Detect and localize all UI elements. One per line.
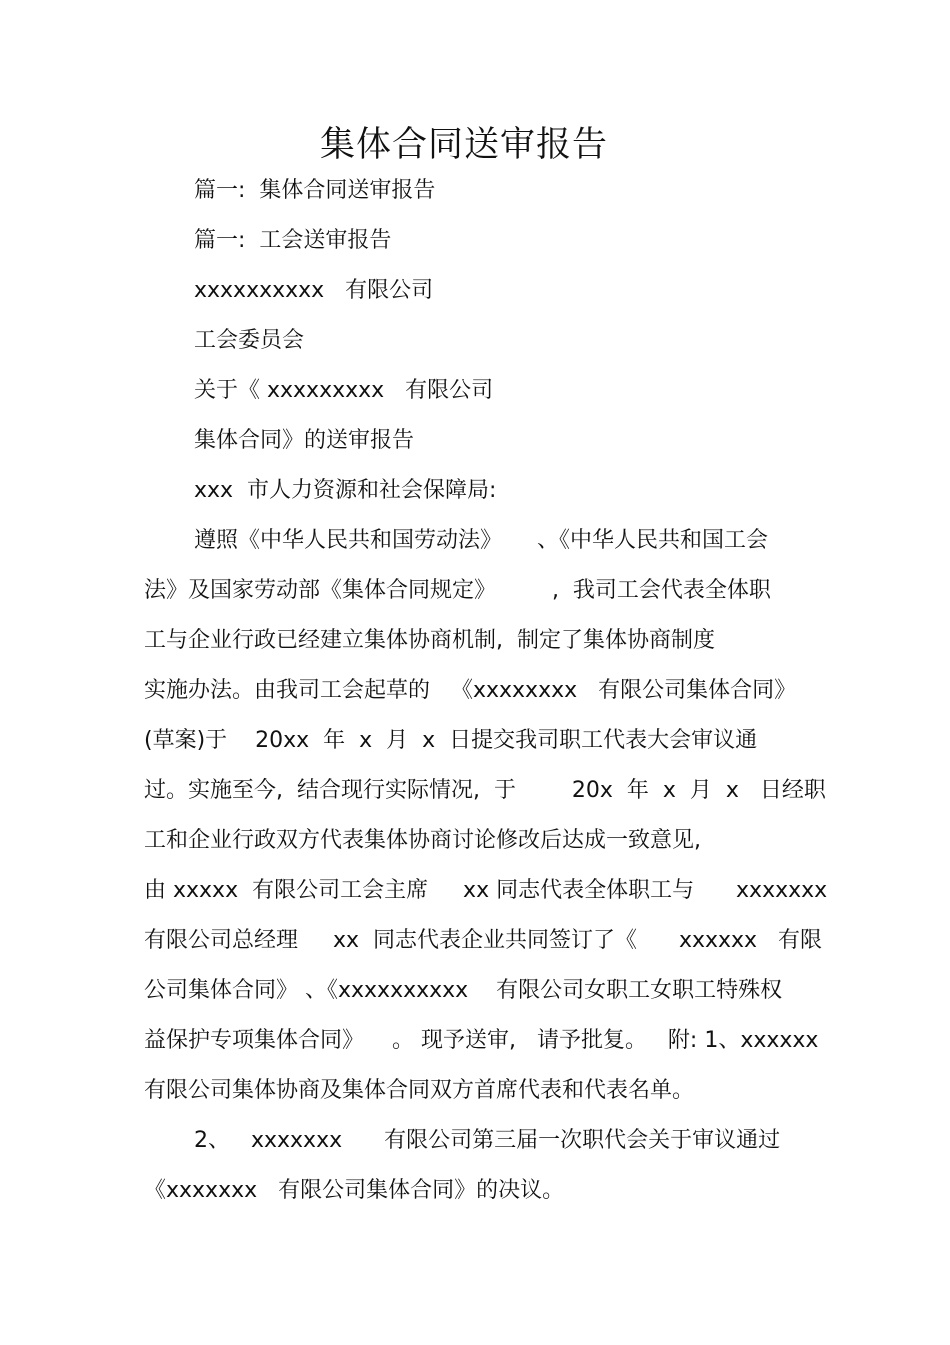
body-line-10: 公司集体合同》 、《xxxxxxxxxx 有限公司女职工女职工特殊权: [144, 978, 783, 1003]
body-line-8: 由 xxxxx 有限公司工会主席 xx 同志代表全体职工与 xxxxxxx: [144, 878, 828, 903]
subject-line-1: 关于《 xxxxxxxxx 有限公司: [194, 378, 494, 403]
heading-line-2: 篇一: 工会送审报告: [194, 228, 392, 253]
body-line-2: 法》及国家劳动部《集体合同规定》 , 我司工会代表全体职: [144, 578, 771, 603]
body-line-6: 过。实施至今, 结合现行实际情况, 于 20x 年 x 月 x 日经职: [144, 778, 826, 803]
body-line-3: 工与企业行政已经建立集体协商机制, 制定了集体协商制度: [144, 628, 715, 653]
body-line-5: (草案)于 20xx 年 x 月 x 日提交我司职工代表大会审议通: [144, 728, 758, 753]
committee-line: 工会委员会: [194, 328, 305, 353]
company-name-line: xxxxxxxxxx 有限公司: [194, 278, 434, 303]
body-line-12: 有限公司集体协商及集体合同双方首席代表和代表名单。: [144, 1078, 695, 1103]
heading-line-1: 篇一: 集体合同送审报告: [194, 178, 436, 203]
body-line-4: 实施办法。由我司工会起草的 《xxxxxxxx 有限公司集体合同》: [144, 678, 797, 703]
body-line-9: 有限公司总经理 xx 同志代表企业共同签订了《 xxxxxx 有限: [144, 928, 823, 953]
body-line-1: 遵照《中华人民共和国劳动法》 、《中华人民共和国工会: [194, 528, 768, 553]
attachment-line-2: 《xxxxxxx 有限公司集体合同》的决议。: [144, 1178, 565, 1203]
body-line-7: 工和企业行政双方代表集体协商讨论修改后达成一致意见,: [144, 828, 701, 853]
attachment-line-1: 2、 xxxxxxx 有限公司第三届一次职代会关于审议通过: [194, 1128, 781, 1153]
subject-line-2: 集体合同》的送审报告: [194, 428, 415, 453]
recipient-line: xxx 市人力资源和社会保障局:: [194, 478, 497, 503]
document-title: 集体合同送审报告: [319, 125, 608, 165]
body-line-11: 益保护专项集体合同》 。 现予送审, 请予批复。 附: 1、xxxxxx: [144, 1028, 819, 1053]
